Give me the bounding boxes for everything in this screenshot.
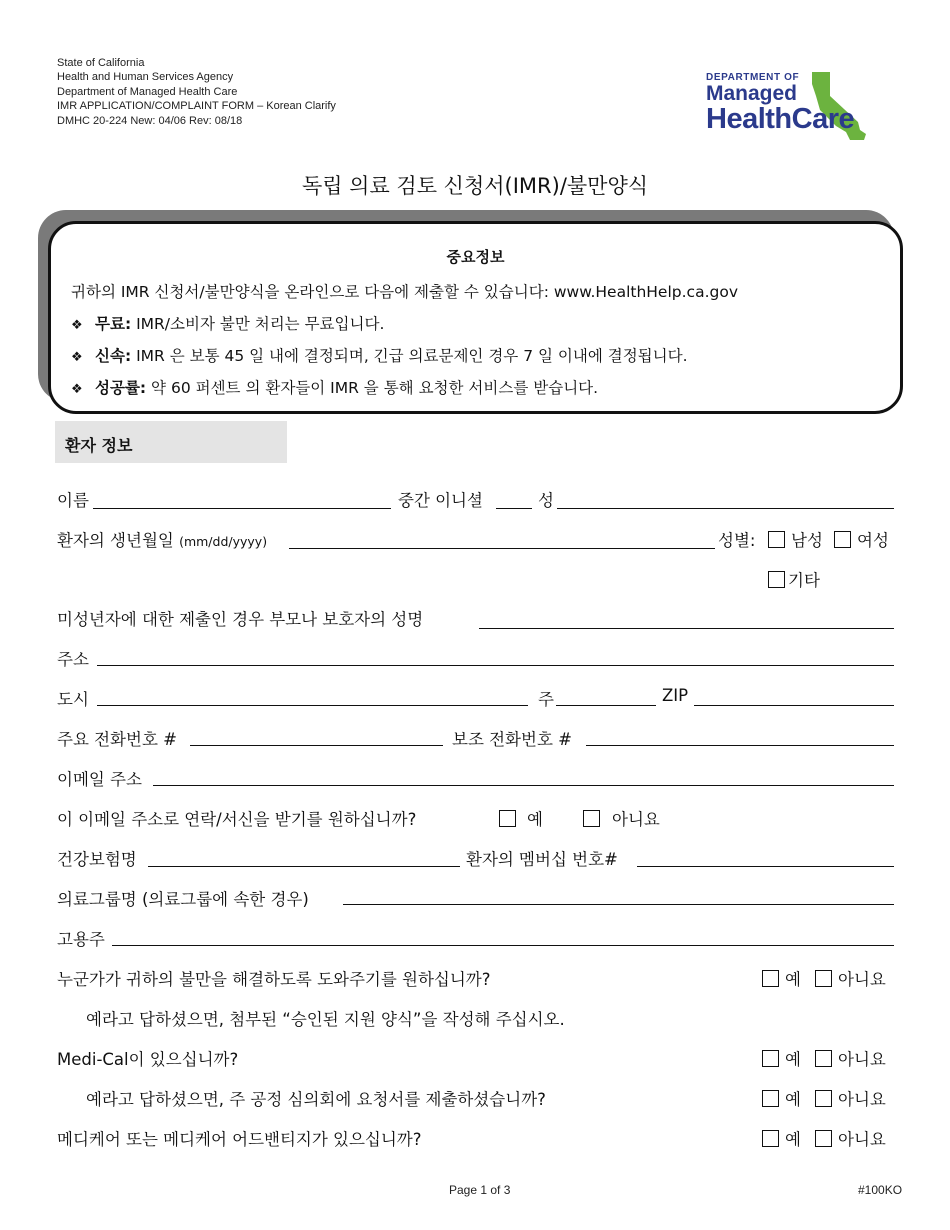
bullet-term: 무료: <box>95 315 132 333</box>
assistance-question: 누군가가 귀하의 불만을 해결하도록 도와주기를 원하십니까? <box>57 970 491 989</box>
medical-no-label: 아니요 <box>838 1050 886 1069</box>
form-header-info <box>57 56 336 128</box>
notice-bullet <box>71 312 384 334</box>
secondary-phone-label: 보조 전화번호 # <box>452 730 572 749</box>
medicare-yes-checkbox[interactable] <box>762 1130 779 1147</box>
dmhc-logo <box>706 70 906 146</box>
bullet-text: IMR 은 보통 45 일 내에 결정되며, 긴급 의료문제인 경우 7 일 이내에 결정됩니다. <box>131 347 688 365</box>
address-field[interactable] <box>97 665 894 666</box>
notice-bullet <box>71 344 688 366</box>
header-line: Department of Managed Health Care <box>57 85 238 98</box>
fair-hearing-question: 예라고 답하셨으면, 주 공정 심의회에 요청서를 제출하셨습니까? <box>86 1090 546 1109</box>
diamond-bullet-icon: ❖ <box>71 318 83 333</box>
dob-format-hint: (mm/dd/yyyy) <box>179 534 268 549</box>
city-label: 도시 <box>57 690 89 709</box>
address-label: 주소 <box>57 650 89 669</box>
section-title: 환자 정보 <box>65 436 133 455</box>
gender-male-checkbox[interactable] <box>768 531 785 548</box>
medical-yes-checkbox[interactable] <box>762 1050 779 1067</box>
zip-label: ZIP <box>662 686 689 705</box>
fair-hearing-no-checkbox[interactable] <box>815 1090 832 1107</box>
diamond-bullet-icon: ❖ <box>71 350 83 365</box>
email-consent-yes-checkbox[interactable] <box>499 810 516 827</box>
primary-phone-label: 주요 전화번호 # <box>57 730 177 749</box>
header-line: Health and Human Services Agency <box>57 71 234 84</box>
fair-hearing-no-label: 아니요 <box>838 1090 886 1109</box>
email-consent-no-label: 아니요 <box>612 810 660 829</box>
assistance-note: 예라고 답하셨으면, 첨부된 “승인된 지원 양식”을 작성해 주십시오. <box>86 1010 565 1029</box>
guardian-field[interactable] <box>479 628 894 629</box>
logo-line-3: HealthCare <box>706 103 855 135</box>
medical-group-field[interactable] <box>343 904 894 905</box>
first-name-label: 이름 <box>57 491 89 510</box>
header-line: State of California <box>57 57 145 69</box>
state-label: 주 <box>538 690 554 709</box>
dob-label <box>57 527 267 551</box>
header-line: IMR APPLICATION/COMPLAINT FORM – Korean Clarify <box>57 100 336 113</box>
state-field[interactable] <box>556 705 656 706</box>
medical-question: Medi-Cal이 있으십니까? <box>57 1050 239 1069</box>
medicare-no-label: 아니요 <box>838 1130 886 1149</box>
employer-field[interactable] <box>112 945 894 946</box>
email-consent-no-checkbox[interactable] <box>583 810 600 827</box>
last-name-label: 성 <box>538 491 554 510</box>
gender-female-checkbox[interactable] <box>834 531 851 548</box>
email-field[interactable] <box>153 785 894 786</box>
patient-info-section <box>55 421 287 463</box>
medicare-question: 메디케어 또는 메디케어 어드밴티지가 있으십니까? <box>57 1130 422 1149</box>
fair-hearing-yes-checkbox[interactable] <box>762 1090 779 1107</box>
middle-initial-label: 중간 이니셜 <box>398 491 483 510</box>
zip-field[interactable] <box>694 705 894 706</box>
last-name-field[interactable] <box>557 508 894 509</box>
gender-other-label: 기타 <box>788 571 820 590</box>
diamond-bullet-icon: ❖ <box>71 382 83 397</box>
header-line: DMHC 20-224 New: 04/06 Rev: 08/18 <box>57 114 243 127</box>
email-label: 이메일 주소 <box>57 770 142 789</box>
notice-bullet <box>71 376 598 398</box>
form-code: #100KO <box>858 1183 903 1197</box>
assistance-yes-label: 예 <box>785 970 801 989</box>
health-plan-label: 건강보험명 <box>57 850 137 869</box>
medical-no-checkbox[interactable] <box>815 1050 832 1067</box>
member-id-field[interactable] <box>637 866 894 867</box>
assistance-no-label: 아니요 <box>838 970 886 989</box>
dob-label-text: 환자의 생년월일 <box>57 531 174 550</box>
email-consent-yes-label: 예 <box>527 810 543 829</box>
bullet-text: IMR/소비자 불만 처리는 무료입니다. <box>131 315 385 333</box>
middle-initial-field[interactable] <box>496 508 532 509</box>
bullet-term: 성공률: <box>95 379 147 397</box>
health-plan-field[interactable] <box>148 866 460 867</box>
gender-other-checkbox[interactable] <box>768 571 785 588</box>
important-info-box <box>48 221 903 414</box>
logo-line-1: DEPARTMENT OF <box>706 72 800 83</box>
gender-label: 성별: <box>718 531 756 550</box>
guardian-label: 미성년자에 대한 제출인 경우 부모나 보호자의 성명 <box>57 610 424 629</box>
page-number: Page 1 of 3 <box>449 1183 511 1197</box>
bullet-text: 약 60 퍼센트 의 환자들이 IMR 을 통해 요청한 서비스를 받습니다. <box>146 379 599 397</box>
dob-field[interactable] <box>289 548 715 549</box>
logo-line-2: Managed <box>706 82 798 105</box>
city-field[interactable] <box>97 705 528 706</box>
secondary-phone-field[interactable] <box>586 745 894 746</box>
gender-female-label: 여성 <box>857 531 889 550</box>
bullet-term: 신속: <box>95 347 132 365</box>
notice-heading: 중요정보 <box>446 248 505 266</box>
first-name-field[interactable] <box>93 508 391 509</box>
assistance-no-checkbox[interactable] <box>815 970 832 987</box>
medical-group-label: 의료그룹명 (의료그룹에 속한 경우) <box>57 890 309 909</box>
form-title: 독립 의료 검토 신청서(IMR)/불만양식 <box>301 174 649 198</box>
medicare-no-checkbox[interactable] <box>815 1130 832 1147</box>
notice-intro: 귀하의 IMR 신청서/불만양식을 온라인으로 다음에 제출할 수 있습니다: www.HealthHelp.ca.gov <box>71 283 738 301</box>
employer-label: 고용주 <box>57 930 105 949</box>
gender-male-label: 남성 <box>791 531 823 550</box>
fair-hearing-yes-label: 예 <box>785 1090 801 1109</box>
medicare-yes-label: 예 <box>785 1130 801 1149</box>
email-consent-question: 이 이메일 주소로 연락/서신을 받기를 원하십니까? <box>57 810 417 829</box>
member-id-label: 환자의 멤버십 번호# <box>466 850 618 869</box>
medical-yes-label: 예 <box>785 1050 801 1069</box>
assistance-yes-checkbox[interactable] <box>762 970 779 987</box>
primary-phone-field[interactable] <box>190 745 443 746</box>
